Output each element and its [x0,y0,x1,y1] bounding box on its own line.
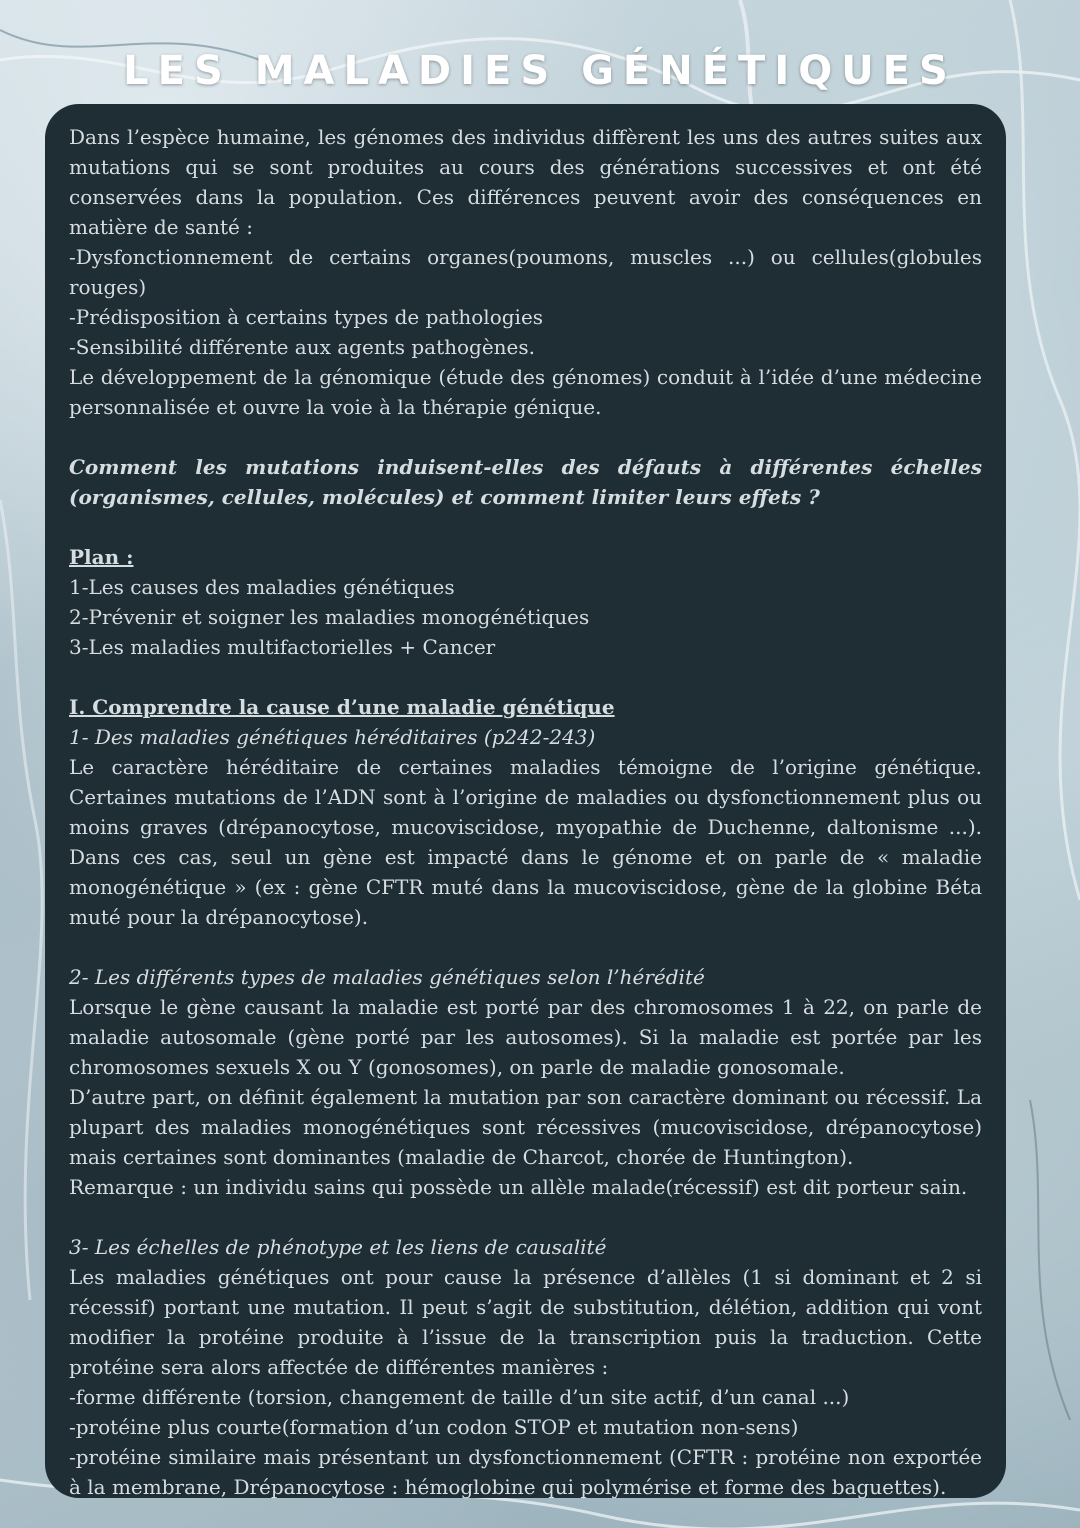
plan-item: 1-Les causes des maladies génétiques [69,575,455,599]
list-item: -protéine plus courte(formation d’un codon STOP et mutation non-sens) [69,1415,799,1439]
section-title: I. Comprendre la cause d’une maladie génétique [69,695,615,719]
subsection-title: 1- Des maladies génétiques héréditaires (p242-243) [69,725,596,749]
content-panel [45,104,1006,1498]
subsection-title: 3- Les échelles de phénotype et les liens de causalité [69,1235,607,1259]
intro-paragraph: Dans l’espèce humaine, les génomes des individus diffèrent les uns des autres suites aux mutations qui se sont produites au cours des générations successives et ont été conservées dans la population. Ces différences peuvent avoir des conséquences en matière de santé : [69,125,982,239]
intro-list-item: -Sensibilité différente aux agents pathogènes. [69,335,536,359]
subsection-title: 2- Les différents types de maladies génétiques selon l’hérédité [69,965,705,989]
subsection-text: Lorsque le gène causant la maladie est porté par des chromosomes 1 à 22, on parle de maladie autosomale (gène porté par les autosomes). Si la maladie est portée par les chromosomes sexuels X ou Y (gonosomes), on parle de maladie gonosomale. [69,995,982,1079]
remark: Remarque : un individu sains qui possède un allèle malade(récessif) est dit porteur sain. [69,1175,968,1199]
plan-item: 2-Prévenir et soigner les maladies monogénétiques [69,605,590,629]
list-item: -protéine similaire mais présentant un dysfonctionnement (CFTR : protéine non exportée à la membrane, Drépanocytose : hémoglobine qui polymérise et forme des baguettes). [69,1445,982,1499]
plan-title: Plan : [69,545,134,569]
page-title: LES MALADIES GÉNÉTIQUES [123,48,957,94]
plan-item: 3-Les maladies multifactorielles + Cancer [69,635,496,659]
intro-conclusion: Le développement de la génomique (étude des génomes) conduit à l’idée d’une médecine personnalisée et ouvre la voie à la thérapie génique. [69,365,982,419]
problem-question: Comment les mutations induisent-elles des défauts à différentes échelles (organismes, cellules, molécules) et comment limiter leurs effets ? [69,455,982,509]
subsection-text: D’autre part, on définit également la mutation par son caractère dominant ou récessif. La plupart des maladies monogénétiques sont récessives (mucoviscidose, drépanocytose) mais certaines sont dominantes (maladie de Charcot, chorée de Huntington). [69,1085,982,1169]
subsection-text: Les maladies génétiques ont pour cause la présence d’allèles (1 si dominant et 2 si récessif) portant une mutation. Il peut s’agit de substitution, délétion, addition qui vont modifier la protéine produite à l’issue de la transcription puis la traduction. Cette protéine sera alors affectée de différentes manières : [69,1265,982,1379]
intro-list-item: -Prédisposition à certains types de pathologies [69,305,544,329]
list-item: -forme différente (torsion, changement de taille d’un site actif, d’un canal ...) [69,1385,850,1409]
subsection-text: Le caractère héréditaire de certaines maladies témoigne de l’origine génétique. Certaines mutations de l’ADN sont à l’origine de maladies ou dysfonctionnement plus ou moins graves (drépanocytose, mucoviscidose, myopathie de Duchenne, daltonisme ...). Dans ces cas, seul un gène est impacté dans le génome et on parle de « maladie monogénétique » (ex : gène CFTR muté dans la mucoviscidose, gène de la globine Béta muté pour la drépanocytose). [69,755,982,929]
intro-list-item: -Dysfonctionnement de certains organes(poumons, muscles ...) ou cellules(globules rouges) [69,245,982,299]
